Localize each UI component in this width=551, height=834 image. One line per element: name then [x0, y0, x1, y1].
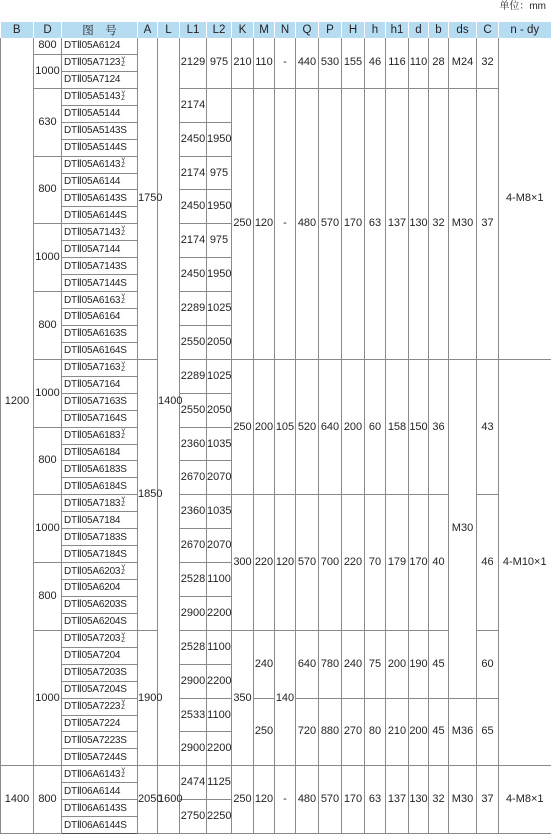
drawing-number: DTⅡ05A6164S	[62, 342, 138, 359]
drawing-number: DTⅡ05A6204	[62, 580, 138, 597]
dimension-cell: 480	[296, 88, 319, 359]
drawing-number: DTⅡ05A5143S	[62, 122, 138, 139]
drawing-number: DTⅡ05A7204	[62, 647, 138, 664]
dimension-cell: 150	[409, 359, 429, 495]
drawing-number: DTⅡ05A6124	[62, 38, 138, 54]
dimension-cell: 4-M8×1	[499, 766, 551, 834]
dimension-cell: 1850	[138, 359, 158, 630]
drawing-number: DTⅡ05A7203S	[62, 664, 138, 681]
dimension-cell: 200	[342, 359, 365, 495]
dimension-cell: 137	[386, 88, 409, 359]
dimension-cell: 570	[319, 88, 342, 359]
dimension-cell: 975	[207, 156, 232, 190]
dimension-cell: 28	[429, 38, 449, 88]
dimension-cell: 1000	[34, 495, 62, 563]
drawing-number: DTⅡ05A7224	[62, 715, 138, 732]
dimension-cell: 2129	[180, 38, 207, 88]
drawing-number: DTⅡ05A6183Y Z	[62, 427, 138, 444]
drawing-number: DTⅡ05A6163S	[62, 325, 138, 342]
dimension-cell: 800	[34, 766, 62, 834]
dimension-cell: 480	[296, 766, 319, 834]
suffix-yz: Y Z	[121, 564, 126, 576]
dimension-cell: 780	[319, 630, 342, 698]
dimension-cell	[207, 88, 232, 122]
column-header: D	[34, 22, 62, 38]
dimension-cell: 640	[319, 359, 342, 495]
column-header: A	[138, 22, 158, 38]
dimension-cell: 2528	[180, 563, 207, 597]
dimension-cell: 170	[409, 495, 429, 631]
dimension-cell: 60	[477, 630, 499, 698]
table-row	[1, 766, 551, 783]
dimension-cell: 270	[342, 698, 365, 766]
drawing-number: DTⅡ05A7143S	[62, 258, 138, 275]
unit-label: 单位：mm	[499, 1, 546, 12]
column-header: B	[1, 22, 34, 38]
dimension-cell: 110	[254, 38, 275, 88]
dimension-cell: 1000	[34, 224, 62, 292]
dimension-cell: 155	[342, 38, 365, 88]
dimension-cell: 1900	[138, 630, 158, 766]
dimension-cell: 220	[254, 495, 275, 631]
drawing-number: DTⅡ05A7144	[62, 241, 138, 258]
dimension-cell: 1035	[207, 427, 232, 461]
drawing-number: DTⅡ05A7164S	[62, 410, 138, 427]
dimension-cell: 170	[342, 88, 365, 359]
dimension-cell: 2474	[180, 766, 207, 800]
table-row	[1, 359, 551, 376]
dimension-cell: 110	[409, 38, 429, 88]
column-header: d	[409, 22, 429, 38]
dimension-cell: 70	[365, 495, 386, 631]
dimension-cell: 105	[275, 359, 296, 495]
dimension-cell: 40	[429, 495, 449, 631]
dimension-cell: M30	[449, 88, 477, 359]
dimension-cell: 2900	[180, 596, 207, 630]
dimension-cell: 250	[254, 698, 275, 766]
column-header: K	[232, 22, 254, 38]
dimension-cell: -	[275, 766, 296, 834]
column-header: b	[429, 22, 449, 38]
dimension-cell: 2200	[207, 664, 232, 698]
drawing-number: DTⅡ05A6184	[62, 444, 138, 461]
drawing-number: DTⅡ05A6183S	[62, 461, 138, 478]
dimension-cell: 37	[477, 88, 499, 359]
dimension-cell: 46	[477, 495, 499, 631]
column-header: P	[319, 22, 342, 38]
dimension-cell: 200	[409, 698, 429, 766]
column-header: H	[342, 22, 365, 38]
dimension-cell: 37	[477, 766, 499, 834]
dimension-cell: 120	[275, 495, 296, 631]
suffix-yz: Y Z	[121, 56, 126, 68]
dimension-cell: 32	[477, 38, 499, 88]
table-body	[1, 38, 551, 834]
dimension-cell: 200	[386, 630, 409, 698]
column-header: Q	[296, 22, 319, 38]
dimension-cell: 130	[409, 766, 429, 834]
dimension-cell: 46	[365, 38, 386, 88]
drawing-number: DTⅡ05A5143Y Z	[62, 88, 138, 105]
suffix-yz: Y Z	[121, 226, 126, 238]
dimension-cell: 2050	[138, 766, 158, 834]
dimension-cell: M24	[449, 38, 477, 88]
dimension-cell: 210	[232, 38, 254, 88]
dimension-cell: 1400	[1, 766, 34, 834]
suffix-yz: Y Z	[121, 429, 126, 441]
dimension-cell: 630	[34, 88, 62, 156]
dimension-cell: 130	[409, 88, 429, 359]
drawing-number: DTⅡ05A7124	[62, 71, 138, 88]
dimension-cell: 1100	[207, 563, 232, 597]
dimension-cell: 1750	[138, 38, 158, 359]
dimension-cell: 170	[342, 766, 365, 834]
dimension-cell: 570	[319, 766, 342, 834]
column-header: 图 号	[62, 22, 138, 38]
dimension-cell: 116	[386, 38, 409, 88]
suffix-yz: Y Z	[121, 293, 126, 305]
dimension-cell: 240	[254, 630, 275, 698]
drawing-number: DTⅡ05A6184S	[62, 478, 138, 495]
dimension-cell: 880	[319, 698, 342, 766]
drawing-number: DTⅡ06A6144	[62, 783, 138, 800]
drawing-number: DTⅡ05A6143S	[62, 190, 138, 207]
table-row	[1, 38, 551, 54]
dimension-cell: 2360	[180, 495, 207, 529]
dimension-cell: 1600	[158, 766, 180, 834]
suffix-yz: Y Z	[121, 158, 126, 170]
suffix-yz: Y Z	[121, 768, 126, 780]
dimension-cell: 240	[342, 630, 365, 698]
column-header: C	[477, 22, 499, 38]
dimension-cell: 720	[296, 698, 319, 766]
dimension-cell: 2070	[207, 529, 232, 563]
dimension-cell: 1035	[207, 495, 232, 529]
dimension-cell: 200	[254, 359, 275, 495]
dimension-cell: 1950	[207, 122, 232, 156]
column-header: ds	[449, 22, 477, 38]
drawing-number: DTⅡ06A6144S	[62, 817, 138, 834]
dimension-cell: 2550	[180, 393, 207, 427]
dimension-cell: 140	[275, 630, 296, 766]
dimension-cell: 2900	[180, 732, 207, 766]
dimension-cell: 137	[386, 766, 409, 834]
dimension-cell: 1125	[207, 766, 232, 800]
dimension-cell: -	[275, 38, 296, 88]
dimension-cell: 975	[207, 224, 232, 258]
drawing-number: DTⅡ05A7183Y Z	[62, 495, 138, 512]
dimension-cell: 800	[34, 38, 62, 54]
dimension-cell: 1200	[1, 38, 34, 766]
dimension-cell: 1000	[34, 54, 62, 88]
dimension-cell: 800	[34, 156, 62, 224]
dimension-cell: 32	[429, 766, 449, 834]
dimension-cell: 2550	[180, 325, 207, 359]
drawing-number: DTⅡ05A7203Y Z	[62, 630, 138, 647]
dimension-cell: 36	[429, 359, 449, 495]
drawing-number: DTⅡ05A6203S	[62, 596, 138, 613]
pulley-dimension-table	[0, 22, 551, 834]
dimension-cell: 1025	[207, 359, 232, 393]
dimension-cell: 1025	[207, 292, 232, 326]
drawing-number: DTⅡ05A7163Y Z	[62, 359, 138, 376]
drawing-number: DTⅡ06A6143S	[62, 800, 138, 817]
dimension-cell: 350	[232, 630, 254, 766]
dimension-cell: 2174	[180, 88, 207, 122]
dimension-cell: 570	[296, 495, 319, 631]
dimension-cell: 120	[254, 88, 275, 359]
drawing-number: DTⅡ05A7123Y Z	[62, 54, 138, 71]
drawing-number: DTⅡ05A7223Y Z	[62, 698, 138, 715]
drawing-number: DTⅡ05A7223S	[62, 732, 138, 749]
column-header: n - dy	[499, 22, 551, 38]
dimension-cell: 250	[232, 359, 254, 495]
drawing-number: DTⅡ05A6203Y Z	[62, 563, 138, 580]
dimension-cell: 45	[429, 630, 449, 698]
dimension-cell: 2360	[180, 427, 207, 461]
dimension-cell: 80	[365, 698, 386, 766]
dimension-cell: 2200	[207, 596, 232, 630]
dimension-cell: M30	[449, 766, 477, 834]
drawing-number: DTⅡ05A6204S	[62, 613, 138, 630]
dimension-cell: 640	[296, 630, 319, 698]
dimension-cell: 1100	[207, 630, 232, 664]
suffix-yz: Y Z	[121, 497, 126, 509]
column-header: L1	[180, 22, 207, 38]
dimension-cell: 45	[429, 698, 449, 766]
dimension-cell: 2900	[180, 664, 207, 698]
dimension-cell: 800	[34, 292, 62, 360]
suffix-yz: Y Z	[121, 361, 126, 373]
suffix-yz: Y Z	[121, 700, 126, 712]
dimension-cell: 300	[232, 495, 254, 631]
dimension-cell: 2174	[180, 224, 207, 258]
drawing-number: DTⅡ05A7184S	[62, 546, 138, 563]
dimension-cell: 2289	[180, 359, 207, 393]
dimension-cell: 75	[365, 630, 386, 698]
dimension-cell: 2533	[180, 698, 207, 732]
dimension-cell: 2174	[180, 156, 207, 190]
column-header: h	[365, 22, 386, 38]
drawing-number: DTⅡ05A5144	[62, 105, 138, 122]
dimension-cell: 800	[34, 427, 62, 495]
dimension-cell: 1100	[207, 698, 232, 732]
dimension-cell: 210	[386, 698, 409, 766]
table-header	[1, 22, 551, 38]
drawing-number: DTⅡ05A7184	[62, 512, 138, 529]
drawing-number: DTⅡ05A7164	[62, 376, 138, 393]
dimension-cell: 2750	[180, 800, 207, 834]
dimension-cell: 60	[365, 359, 386, 495]
dimension-cell: 1950	[207, 258, 232, 292]
column-header: h1	[386, 22, 409, 38]
dimension-cell: 2050	[207, 325, 232, 359]
column-header: N	[275, 22, 296, 38]
dimension-cell: 250	[232, 766, 254, 834]
dimension-cell: 2250	[207, 800, 232, 834]
drawing-number: DTⅡ05A7244S	[62, 749, 138, 766]
dimension-cell: 250	[232, 88, 254, 359]
dimension-cell: 440	[296, 38, 319, 88]
dimension-cell: 2670	[180, 529, 207, 563]
drawing-number: DTⅡ05A7143Y Z	[62, 224, 138, 241]
dimension-cell: 2528	[180, 630, 207, 664]
dimension-cell: 158	[386, 359, 409, 495]
drawing-number: DTⅡ05A6144	[62, 173, 138, 190]
dimension-cell: 2200	[207, 732, 232, 766]
dimension-cell: 32	[429, 88, 449, 359]
dimension-cell: 65	[477, 698, 499, 766]
dimension-cell: 190	[409, 630, 429, 698]
drawing-number: DTⅡ06A6143Y Z	[62, 766, 138, 783]
dimension-cell: 530	[319, 38, 342, 88]
column-header: L	[158, 22, 180, 38]
dimension-cell: 2450	[180, 258, 207, 292]
drawing-number: DTⅡ05A6143Y Z	[62, 156, 138, 173]
dimension-cell: M36	[449, 698, 477, 766]
dimension-cell: 975	[207, 38, 232, 88]
suffix-yz: Y Z	[121, 632, 126, 644]
drawing-number: DTⅡ05A7183S	[62, 529, 138, 546]
column-header: L2	[207, 22, 232, 38]
drawing-number: DTⅡ05A7144S	[62, 275, 138, 292]
dimension-cell: 1000	[34, 359, 62, 427]
dimension-cell: 520	[296, 359, 319, 495]
drawing-number: DTⅡ05A5144S	[62, 139, 138, 156]
dimension-cell: 2450	[180, 122, 207, 156]
dimension-cell: 63	[365, 88, 386, 359]
dimension-cell: 4-M8×1	[499, 38, 551, 359]
drawing-number: DTⅡ05A6164	[62, 309, 138, 326]
dimension-cell: 1400	[158, 38, 180, 766]
dimension-cell: 2670	[180, 461, 207, 495]
dimension-cell: 2289	[180, 292, 207, 326]
dimension-cell: 1000	[34, 630, 62, 766]
dimension-cell: 120	[254, 766, 275, 834]
dimension-cell: 4-M10×1	[499, 359, 551, 766]
drawing-number: DTⅡ05A6163Y Z	[62, 292, 138, 309]
dimension-cell: M30	[449, 359, 477, 698]
dimension-cell: 800	[34, 563, 62, 631]
table-row	[1, 88, 551, 105]
suffix-yz: Y Z	[121, 90, 126, 102]
dimension-cell: 43	[477, 359, 499, 495]
drawing-number: DTⅡ05A7163S	[62, 393, 138, 410]
drawing-number: DTⅡ05A7204S	[62, 681, 138, 698]
dimension-cell: 179	[386, 495, 409, 631]
dimension-cell: 63	[365, 766, 386, 834]
dimension-cell: -	[275, 88, 296, 359]
dimension-cell: 2050	[207, 393, 232, 427]
dimension-cell: 2450	[180, 190, 207, 224]
dimension-cell: 220	[342, 495, 365, 631]
dimension-cell: 700	[319, 495, 342, 631]
dimension-cell: 2070	[207, 461, 232, 495]
column-header: M	[254, 22, 275, 38]
dimension-cell: 1950	[207, 190, 232, 224]
drawing-number: DTⅡ05A6144S	[62, 207, 138, 224]
